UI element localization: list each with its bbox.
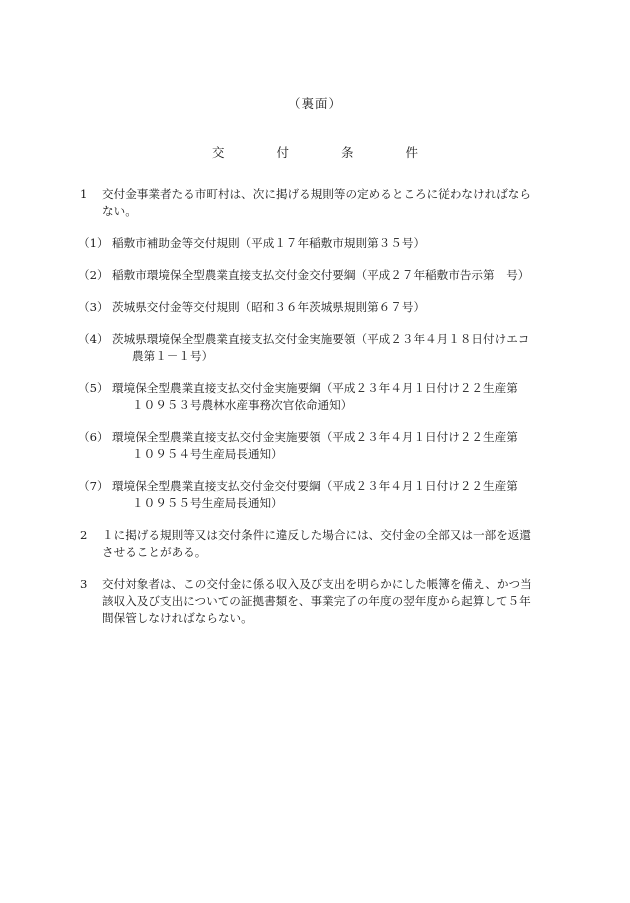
paragraph-number: 1: [80, 187, 88, 201]
item-number: （5）: [78, 381, 109, 395]
paragraph-1: [80, 186, 558, 220]
title-char: 件: [405, 145, 419, 160]
item-line: 茨城県交付金等交付規則（昭和３６年茨城県規則第６７号）: [112, 300, 426, 314]
list-item: [80, 331, 558, 365]
title-char: 付: [276, 145, 289, 160]
page-header-label: （裏面）: [287, 96, 342, 111]
title-char: 条: [341, 145, 354, 160]
item-line: 環境保全型農業直接支払交付金実施要領（平成２３年４月１日付け２２生産第: [112, 430, 518, 444]
paragraph-line: 交付金事業者たる市町村は、次に掲げる規則等の定めるところに従わなければなら: [102, 187, 531, 201]
item-number: （6）: [78, 430, 109, 444]
document-title: [0, 143, 630, 161]
item-number: （7）: [78, 479, 109, 493]
document-body: [80, 186, 558, 642]
paragraph-line: 該収入及び支出についての証拠書類を、事業完了の年度の翌年度から起算して５年: [102, 594, 531, 608]
list-item: [80, 235, 558, 252]
item-number: （1）: [78, 236, 109, 250]
paragraph-3: [80, 576, 558, 627]
item-line: １０９５５号生産局長通知）: [132, 496, 283, 510]
item-line: 稲敷市補助金等交付規則（平成１７年稲敷市規則第３５号）: [112, 236, 426, 250]
paragraph-number: 3: [80, 577, 88, 591]
list-item: [80, 267, 558, 284]
paragraph-line: １に掲げる規則等又は交付条件に違反した場合には、交付金の全部又は一部を返還: [102, 528, 531, 542]
item-line: 環境保全型農業直接支払交付金実施要綱（平成２３年４月１日付け２２生産第: [112, 381, 518, 395]
list-item: [80, 429, 558, 463]
item-line: １０９５４号生産局長通知）: [132, 447, 283, 461]
paragraph-2: [80, 527, 558, 561]
list-item: [80, 380, 558, 414]
item-number: （2）: [78, 268, 109, 282]
paragraph-number: 2: [80, 528, 88, 542]
item-line: １０９５３号農林水産事務次官依命通知）: [132, 398, 353, 412]
paragraph-line: させることがある。: [102, 545, 207, 559]
title-char: 交: [211, 145, 225, 160]
list-item: [80, 299, 558, 316]
item-line: 稲敷市環境保全型農業直接支払交付金交付要綱（平成２７年稲敷市告示第 号）: [112, 268, 530, 282]
item-number: （3）: [78, 300, 109, 314]
item-line: 茨城県環境保全型農業直接支払交付金実施要領（平成２３年４月１８日付けエコ: [112, 332, 530, 346]
list-item: [80, 478, 558, 512]
item-line: 環境保全型農業直接支払交付金交付要綱（平成２３年４月１日付け２２生産第: [112, 479, 518, 493]
item-line: 農第１－１号）: [132, 349, 214, 363]
paragraph-line: 交付対象者は、この交付金に係る収入及び支出を明らかにした帳簿を備え、かつ当: [102, 577, 532, 591]
paragraph-line: ない。: [102, 204, 137, 218]
item-number: （4）: [78, 332, 109, 346]
paragraph-line: 間保管しなければならない。: [102, 611, 253, 625]
